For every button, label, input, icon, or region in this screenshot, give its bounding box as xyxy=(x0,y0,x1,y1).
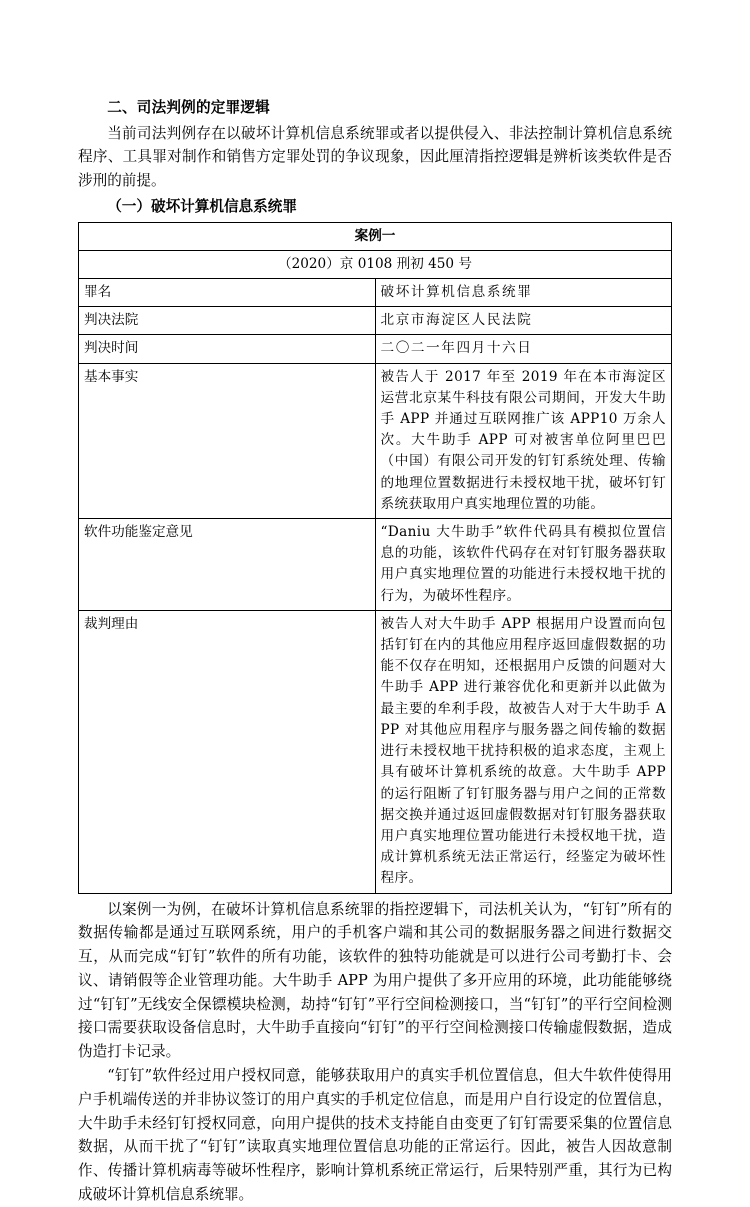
intro-paragraph: 当前司法判例存在以破坏计算机信息系统罪或者以提供侵入、非法控制计算机信息系统程序、工具罪对制作和销售方定罪处罚的争议现象，因此厘清指控逻辑是辨析该类软件是否涉刑的前提。 xyxy=(78,124,672,190)
subsection-heading: （一）破坏计算机信息系统罪 xyxy=(107,197,297,215)
case-table-subcaption: （2020）京 0108 刑初 450 号 xyxy=(79,250,672,278)
row-value-appraisal: “Daniu 大牛助手”软件代码具有模拟位置信息的功能，该软件代码存在对钉钉服务器获取用户真实地理位置的功能进行未授权地干扰的行为，为破坏性程序。 xyxy=(375,519,672,611)
table-row xyxy=(79,335,672,363)
row-label-charge: 罪名 xyxy=(79,279,376,307)
table-row xyxy=(79,222,672,250)
tail-paragraph-2: “钉钉”软件经过用户授权同意，能够获取用户的真实手机位置信息，但大牛软件使得用户手机端传送的并非协议签订的用户真实的手机定位信息，而是用户自行设定的位置信息，大牛助手未经钉钉授权同意，向用户提供的技术支持能自由变更了钉钉需要采集的位置信息数据，从而干扰了“钉钉”读取真实地理位置信息功能的正常运行。因此，被告人因故意制作、传播计算机病毒等破坏性程序，影响计算机系统正常运行，后果特别严重，其行为已构成破坏计算机信息系统罪。 xyxy=(78,1066,672,1203)
table-row xyxy=(79,279,672,307)
row-label-date: 判决时间 xyxy=(79,335,376,363)
case-table-caption: 案例一 xyxy=(79,222,672,250)
table-row xyxy=(79,250,672,278)
row-label-reasoning: 裁判理由 xyxy=(79,610,376,893)
row-value-court: 北京市海淀区人民法院 xyxy=(375,307,672,335)
table-row xyxy=(79,519,672,611)
table-row xyxy=(79,610,672,893)
row-label-facts: 基本事实 xyxy=(79,363,376,518)
row-value-charge: 破坏计算机信息系统罪 xyxy=(375,279,672,307)
document-body xyxy=(78,96,672,1207)
row-value-reasoning: 被告人对大牛助手 APP 根据用户设置而向包括钉钉在内的其他应用程序返回虚假数据的功能不仅存在明知，还根据用户反馈的问题对大牛助手 APP 进行兼容优化和更新并以此做为最主要的牟利手段，故被告人对于大牛助手 APP 对其他应用程序与服务器之间传输的数据进行未授权地干扰持积极的追求态度，主观上具有破坏计算机系统的故意。大牛助手 APP 的运行阻断了钉钉服务器与用户之间的正常数据交换并通过返回虚假数据对钉钉服务器获取用户真实地理位置功能进行未授权地干扰，造成计算机系统无法正常运行，经鉴定为破坏性程序。 xyxy=(375,610,672,893)
row-value-facts: 被告人于 2017 年至 2019 年在本市海淀区运营北京某牛科技有限公司期间，开发大牛助手 APP 并通过互联网推广该 APP10 万余人次。大牛助手 APP 可对被害单位阿里巴巴（中国）有限公司开发的钉钉系统处理、传输的地理位置数据进行未授权地干扰，破坏钉钉系统获取用户真实地理位置的功能。 xyxy=(375,363,672,518)
table-row xyxy=(79,363,672,518)
row-value-date: 二〇二一年四月十六日 xyxy=(375,335,672,363)
case-table xyxy=(78,222,672,894)
section-heading: 二、司法判例的定罪逻辑 xyxy=(107,99,270,116)
table-row xyxy=(79,307,672,335)
row-label-appraisal: 软件功能鉴定意见 xyxy=(79,519,376,611)
tail-paragraph-1: 以案例一为例，在破坏计算机信息系统罪的指控逻辑下，司法机关认为，“钉钉”所有的数据传输都是通过互联网系统，用户的手机客户端和其公司的数据服务器之间进行数据交互，从而完成“钉钉”软件的所有功能，该软件的独特功能就是可以进行公司考勤打卡、会议、请销假等企业管理功能。大牛助手 APP 为用户提供了多开应用的环境，此功能能够绕过“钉钉”无线安全保镖模块检测，劫持“钉钉”平行空间检测接口，当“钉钉”的平行空间检测接口需要获取设备信息时，大牛助手直接向“钉钉”的平行空间检测接口传输虚假数据，造成伪造打卡记录。 xyxy=(78,900,672,1061)
row-label-court: 判决法院 xyxy=(79,307,376,335)
